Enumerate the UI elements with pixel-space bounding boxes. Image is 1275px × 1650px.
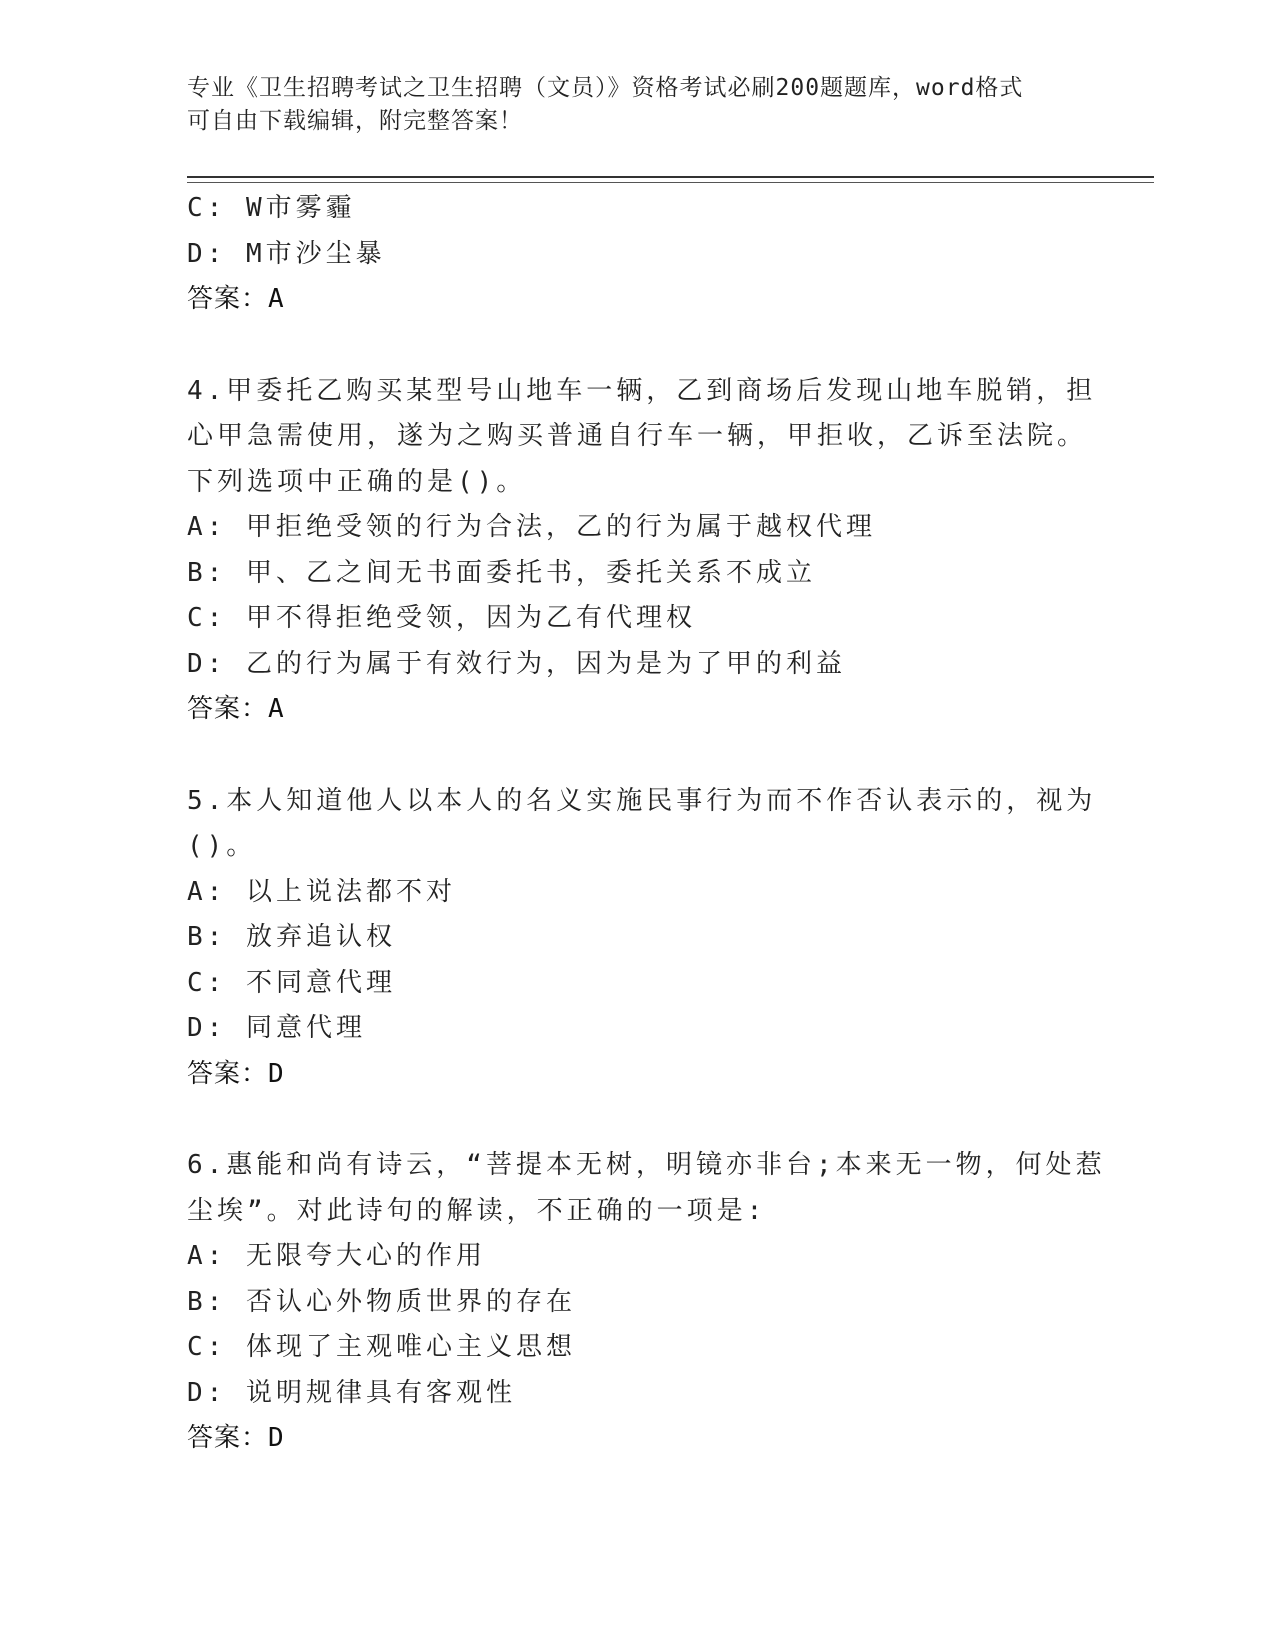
option-a: A: 无限夸大心的作用 (187, 1241, 486, 1271)
question-block-4 (187, 369, 1097, 733)
option-c: C: 体现了主观唯心主义思想 (187, 1332, 576, 1362)
question-stem-line: 5.本人知道他人以本人的名义实施民事行为而不作否认表示的，视为 (187, 785, 1097, 816)
option-b: B: 否认心外物质世界的存在 (187, 1286, 576, 1317)
header-title-line-2: 可自由下载编辑，附完整答案！ (187, 108, 523, 134)
question-block-6 (187, 1143, 1106, 1462)
option-d: D: M市沙尘暴 (187, 238, 386, 269)
header-title-line-1: 专业《卫生招聘考试之卫生招聘（文员）》资格考试必刷200题题库，word格式 (187, 75, 1024, 101)
option-c: C: 不同意代理 (187, 967, 396, 998)
question-list (187, 186, 1106, 1462)
question-stem-line: 下列选项中正确的是()。 (187, 466, 527, 497)
option-d: D: 同意代理 (187, 1013, 366, 1043)
answer-line: 答案：D (187, 1058, 285, 1089)
option-a: A: 以上说法都不对 (187, 876, 456, 907)
answer-line: 答案：D (187, 1423, 285, 1453)
answer-line: 答案：A (187, 694, 285, 724)
option-b: B: 甲、乙之间无书面委托书，委托关系不成立 (187, 557, 816, 588)
option-b: B: 放弃追认权 (187, 922, 396, 952)
question-stem-line: 6.惠能和尚有诗云，“菩提本无树，明镜亦非台;本来无一物，何处惹 (187, 1150, 1106, 1180)
page-header (187, 72, 1087, 138)
option-c: C: 甲不得拒绝受领，因为乙有代理权 (187, 603, 696, 633)
option-a: A: 甲拒绝受领的行为合法，乙的行为属于越权代理 (187, 512, 876, 542)
header-divider (187, 176, 1154, 178)
answer-line: 答案：A (187, 284, 285, 314)
header-divider-thin (187, 182, 1154, 183)
question-stem-line: ()。 (187, 831, 257, 861)
question-stem-line: 4.甲委托乙购买某型号山地车一辆，乙到商场后发现山地车脱销，担 (187, 375, 1097, 406)
option-d: D: 说明规律具有客观性 (187, 1377, 516, 1408)
option-c: C: W市雾霾 (187, 193, 356, 223)
question-block-prev (187, 186, 1087, 323)
question-stem-line: 心甲急需使用，遂为之购买普通自行车一辆，甲拒收，乙诉至法院。 (187, 421, 1088, 451)
option-d: D: 乙的行为属于有效行为，因为是为了甲的利益 (187, 648, 846, 679)
question-block-5 (187, 779, 1097, 1098)
question-stem-line: 尘埃”。对此诗句的解读，不正确的一项是: (187, 1195, 767, 1226)
